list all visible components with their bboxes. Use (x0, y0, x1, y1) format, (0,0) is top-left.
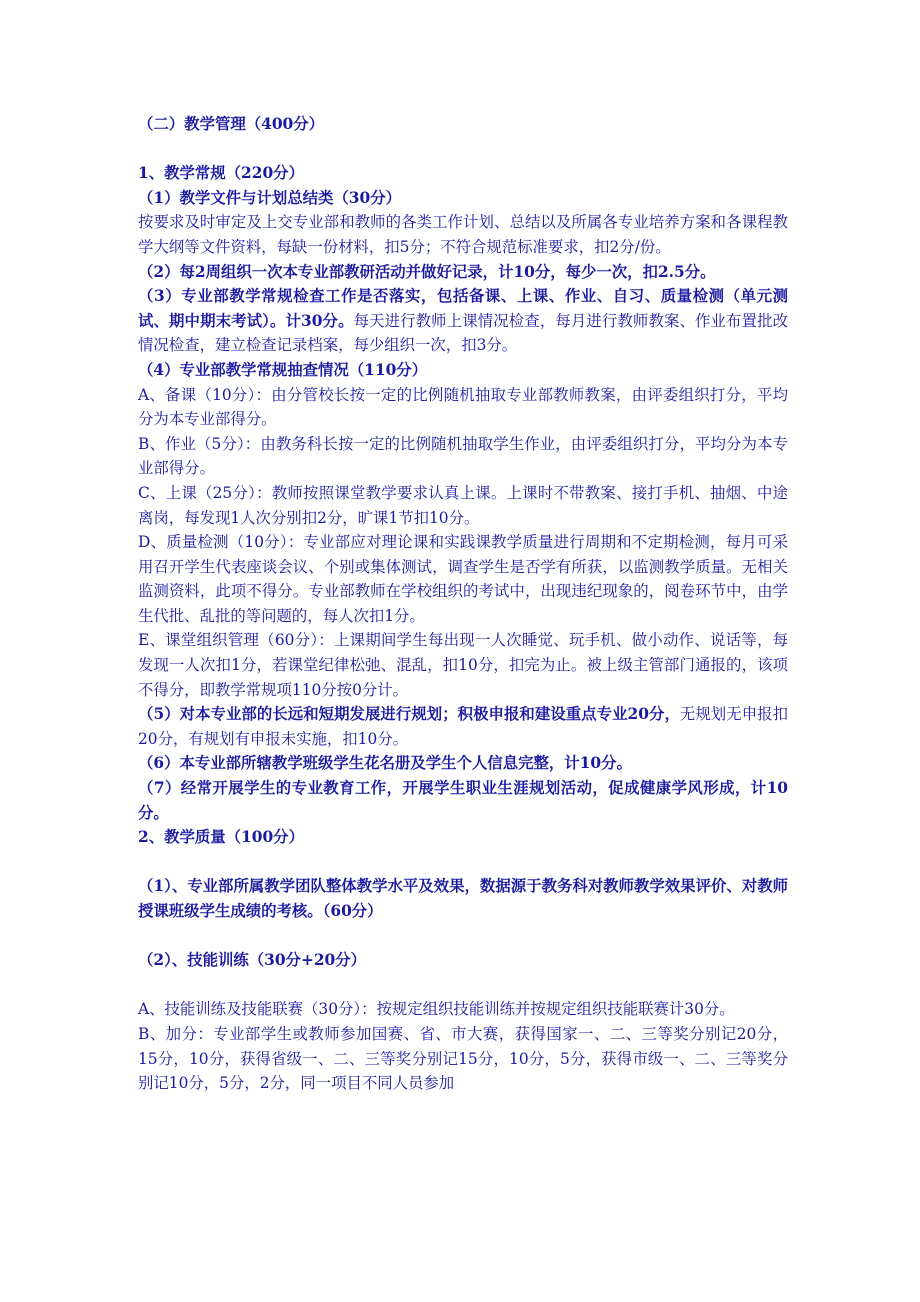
item-4-c: C、上课（25分）：教师按照课堂教学要求认真上课。上课时不带教案、接打手机、抽烟、中途离岗，每发现1人次分别扣2分，旷课1节扣10分。 (138, 483, 788, 527)
item-4-d: D、质量检测（10分）：专业部应对理论课和实践课教学质量进行周期和不定期检测，每月可采用召开学生代表座谈会议、个别或集体测试，调查学生是否学有所获，以监测教学质量。无相关监测资料，此项不得分。专业部教师在学校组织的考试中，出现违纪现象的，阅卷环节中，由学生代批、乱批的等问题的，每人次扣1分。 (138, 533, 788, 625)
item-3-paragraph (138, 284, 788, 358)
section-1-title: 1、教学常规（220分） (138, 164, 304, 183)
item-7-title: （7）经常开展学生的专业教育工作，开展学生职业生涯规划活动，促成健康学风形成，计10分。 (138, 779, 788, 822)
section-2-item-1: （1）、专业部所属教学团队整体教学水平及效果，数据源于教务科对教师教学效果评价、对教师授课班级学生成绩的考核。（60分） (138, 877, 788, 920)
section-2-title: 2、教学质量（100分） (138, 828, 304, 847)
section-2-a: A、技能训练及技能联赛（30分）：按规定组织技能训练并按规定组织技能联赛计30分。 (138, 1000, 735, 1019)
item-4-e: E、课堂组织管理（60分）：上课期间学生每出现一人次睡觉、玩手机、做小动作、说话等，每发现一人次扣1分，若课堂纪律松弛、混乱，扣10分，扣完为止。被上级主管部门通报的，该项不得分，即教学常规项110分按0分计。 (138, 631, 788, 699)
item-3-title: （3）专业部教学常规检查工作是否落实，包括备课、上课、作业、自习、质量检测（单元测试、期中期末考试）。计30分。 (138, 287, 788, 330)
section-2-item-2: （2）、技能训练（30分+20分） (138, 951, 367, 970)
spacer (138, 924, 788, 949)
item-4-a: A、备课（10分）：由分管校长按一定的比例随机抽取专业部教师教案，由评委组织打分，平均分为本专业部得分。 (138, 385, 788, 429)
item-3-body: 每天进行教师上课情况检查，每月进行教师教案、作业布置批改情况检查，建立检查记录档案，每少组织一次，扣3分。 (138, 311, 788, 355)
item-4-b: B、作业（5分）：由教务科长按一定的比例随机抽取学生作业，由评委组织打分，平均分为本专业部得分。 (138, 434, 788, 478)
section-2-b: B、加分：专业部学生或教师参加国赛、省、市大赛，获得国家一、二、三等奖分别记20分，15分，10分，获得省级一、二、三等奖分别记15分，10分，5分，获得市级一、二、三等奖分别记10分，5分，2分，同一项目不同人员参加 (138, 1024, 788, 1093)
spacer (138, 850, 788, 875)
item-6-title: （6）本专业部所辖教学班级学生花名册及学生个人信息完整，计10分。 (138, 754, 632, 773)
item-1-body: 按要求及时审定及上交专业部和教师的各类工作计划、总结以及所属各专业培养方案和各课程教学大纲等文件资料，每缺一份材料，扣5分；不符合规范标准要求，扣2分/份。 (138, 213, 788, 256)
item-5-title: （5）对本专业部的长远和短期发展进行规划；积极申报和建设重点专业20分， (138, 705, 680, 724)
item-5-paragraph (138, 702, 788, 751)
item-5-body: 无规划无申报扣20分，有规划有申报未实施，扣10分。 (138, 705, 788, 748)
item-4-title: （4）专业部教学常规抽查情况（110分） (138, 360, 428, 379)
document-page (138, 112, 788, 1096)
spacer (138, 137, 788, 162)
main-heading: （二）教学管理（400分） (138, 115, 325, 133)
spacer (138, 973, 788, 998)
item-1-title: （1）教学文件与计划总结类（30分） (138, 188, 401, 207)
item-2-title: （2）每2周组织一次本专业部教研活动并做好记录，计10分，每少一次，扣2.5分。 (138, 262, 716, 281)
